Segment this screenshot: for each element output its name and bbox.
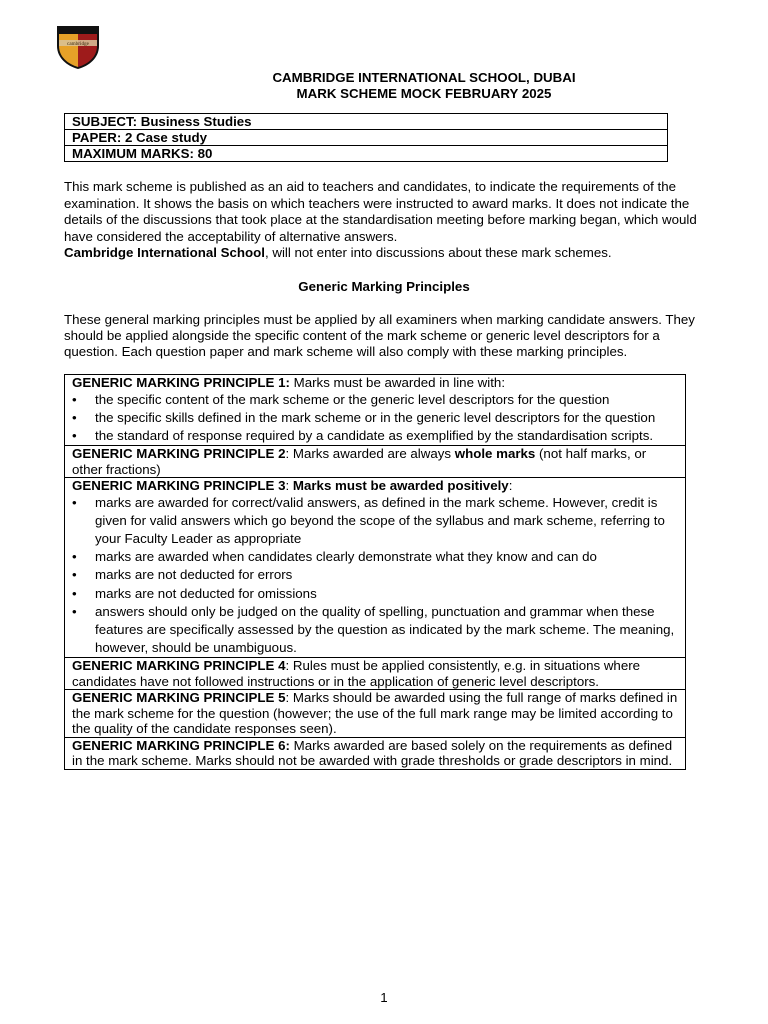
max-marks-cell: MAXIMUM MARKS: 80 bbox=[65, 146, 668, 162]
principle-3 bbox=[65, 478, 686, 658]
list-item: • the standard of response required by a candidate as exemplified by the standardisation scripts. bbox=[72, 427, 678, 445]
principle-6-title: GENERIC MARKING PRINCIPLE 6: bbox=[72, 737, 290, 753]
principle-4-text: : Rules must be applied consistently, e.g. in situations where candidates have not followed instructions or in the application of generic level descriptors. bbox=[72, 658, 641, 689]
principle-1-title: GENERIC MARKING PRINCIPLE 1: bbox=[72, 375, 290, 390]
principle-2-bold: whole marks bbox=[454, 446, 536, 462]
principle-2-title: GENERIC MARKING PRINCIPLE 2 bbox=[72, 446, 286, 462]
principle-5-text: : Marks should be awarded using the full range of marks defined in the mark scheme for the question (however; the use of the full mark range may be limited according to the quality of the candidate responses seen). bbox=[72, 690, 678, 737]
intro-section bbox=[64, 179, 714, 262]
principle-6 bbox=[65, 737, 686, 769]
svg-text:cambridge: cambridge bbox=[67, 41, 89, 47]
principle-1 bbox=[65, 375, 686, 446]
mark-scheme-title: MARK SCHEME MOCK FEBRUARY 2025 bbox=[296, 86, 552, 101]
page-number: 1 bbox=[380, 990, 388, 1005]
general-paragraph: These general marking principles must be applied by all examiners when marking candidate answers. They should be applied alongside the specific content of the mark scheme or generic level descriptors for a question. Each question paper and mark scheme will also comply with these marking principles. bbox=[64, 312, 695, 359]
principle-5-title: GENERIC MARKING PRINCIPLE 5 bbox=[72, 690, 286, 706]
general-principles-text bbox=[64, 312, 714, 360]
list-item: • marks are not deducted for errors bbox=[72, 566, 678, 584]
list-item: • marks are awarded when candidates clearly demonstrate what they know and can do bbox=[72, 548, 678, 566]
principle-3-bold: Marks must be awarded positively bbox=[292, 478, 509, 494]
school-name: Cambridge International School bbox=[64, 245, 265, 260]
list-item: • answers should only be judged on the quality of spelling, punctuation and grammar when these features are specifically assessed by the question as indicated by the mark scheme. The meaning, however, should be unambiguous. bbox=[72, 603, 678, 658]
principle-2-lead: : Marks awarded are always bbox=[285, 446, 455, 462]
principle-3-tail: : bbox=[508, 478, 513, 494]
section-title: Generic Marking Principles bbox=[298, 279, 470, 294]
principle-3-title: GENERIC MARKING PRINCIPLE 3 bbox=[72, 478, 286, 494]
intro-paragraph: This mark scheme is published as an aid to teachers and candidates, to indicate the requirements of the examination. It shows the basis on which teachers were instructed to award marks. It does not indicate the details of the discussions that took place at the standardisation meeting before marking began, which would have considered the acceptability of alternative answers. bbox=[64, 179, 697, 244]
school-note-text: , will not enter into discussions about these mark schemes. bbox=[264, 245, 612, 260]
list-item: • marks are not deducted for omissions bbox=[72, 585, 678, 603]
paper-cell: PAPER: 2 Case study bbox=[65, 130, 668, 146]
principle-5 bbox=[65, 690, 686, 738]
list-item: • the specific content of the mark scheme or the generic level descriptors for the question bbox=[72, 391, 678, 409]
principle-4 bbox=[65, 658, 686, 690]
principle-1-lead: Marks must be awarded in line with: bbox=[289, 375, 506, 390]
subject-cell: SUBJECT: Business Studies bbox=[65, 114, 668, 130]
list-item: • the specific skills defined in the mark scheme or in the generic level descriptors for the question bbox=[72, 409, 678, 427]
school-note bbox=[64, 245, 714, 262]
principle-2-tail: (not half marks, or other fractions) bbox=[72, 446, 647, 477]
principle-2 bbox=[65, 446, 686, 478]
principle-6-text: Marks awarded are based solely on the requirements as defined in the mark scheme. Marks should not be awarded with grade thresholds or grade descriptors in mind. bbox=[72, 737, 673, 769]
principle-3-sep: : bbox=[285, 478, 293, 494]
principle-4-title: GENERIC MARKING PRINCIPLE 4 bbox=[72, 658, 286, 674]
school-crest-logo bbox=[55, 24, 101, 70]
principles-table bbox=[64, 374, 686, 770]
school-title: CAMBRIDGE INTERNATIONAL SCHOOL, DUBAI bbox=[272, 70, 576, 85]
paper-info-table bbox=[64, 113, 668, 162]
list-item: • marks are awarded for correct/valid answers, as defined in the mark scheme. However, credit is given for valid answers which go beyond the scope of the syllabus and mark scheme, referring to your Faculty Leader as appropriate bbox=[72, 494, 678, 549]
